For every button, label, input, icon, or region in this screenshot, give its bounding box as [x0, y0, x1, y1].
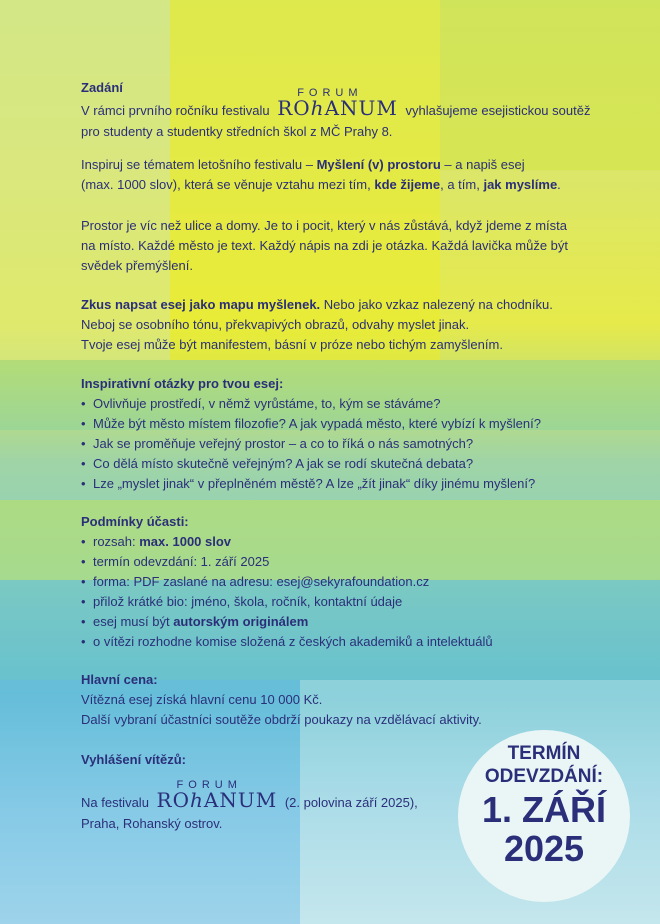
try-paragraph: Zkus napsat esej jako mapu myšlenek. Nebo jako vzkaz nalezený na chodníku. Neboj se osobního tónu, překvapivých obrazů, odvahy myslet jinak. Tvoje esej může být manifestem, básní v próze nebo tichým zamyšlením. — [81, 297, 553, 352]
conditions-list — [81, 532, 601, 652]
conditions-section — [81, 512, 601, 652]
list-item: • forma: PDF zaslané na adresu: esej@sekyrafoundation.cz — [81, 572, 601, 592]
list-item: • Může být město místem filozofie? A jak vypadá město, které vybízí k myšlení? — [81, 414, 601, 434]
announce-section: Vyhlášení vítězů: Na festivalu FORUM ROhANUM (2. polovina září 2025), Praha, Rohanský ostrov. — [81, 750, 461, 834]
intro-heading: Zadání — [81, 80, 123, 95]
list-item: • o vítězi rozhodne komise složená z českých akademiků a intelektuálů — [81, 632, 601, 652]
questions-list — [81, 394, 601, 494]
deadline-badge: TERMÍN ODEVZDÁNÍ: 1. ZÁŘÍ 2025 — [458, 730, 630, 902]
list-item: • Jak se proměňuje veřejný prostor – a co to říká o nás samotných? — [81, 434, 601, 454]
list-item: • rozsah: max. 1000 slov — [81, 532, 601, 552]
space-paragraph: Prostor je víc než ulice a domy. Je to i pocit, který v nás zůstává, když jdeme z místa na místo. Každé město je text. Každý nápis na zdi je otázka. Každá lavička může být svědek přemýšlení. — [81, 218, 569, 273]
list-item: • Lze „myslet jinak“ v přeplněném městě? A lze „žít jinak“ díky jinému myšlení? — [81, 474, 601, 494]
prize-section: Hlavní cena: Vítězná esej získá hlavní cenu 10 000 Kč. Další vybraní účastníci soutěže obdrží poukazy na vzdělávací aktivity. — [81, 670, 601, 730]
theme-section: Inspiruj se tématem letošního festivalu – Myšlení (v) prostoru – a napiš esej (max. 1000 slov), která se věnuje vztahu mezi tím, kde žijeme, a tím, jak myslíme. — [81, 157, 561, 192]
conditions-heading: Podmínky účasti: — [81, 514, 189, 529]
list-item: • Co dělá místo skutečně veřejným? A jak se rodí skutečná debata? — [81, 454, 601, 474]
list-item: • esej musí být autorským originálem — [81, 612, 601, 632]
list-item: • termín odevzdání: 1. září 2025 — [81, 552, 601, 572]
list-item: • přilož krátké bio: jméno, škola, ročník, kontaktní údaje — [81, 592, 601, 612]
announce-heading: Vyhlášení vítězů: — [81, 752, 186, 767]
intro-line-2: pro studenty a studentky středních škol z MČ Prahy 8. — [81, 124, 393, 139]
questions-section — [81, 374, 601, 494]
list-item: • Ovlivňuje prostředí, v němž vyrůstáme, to, kým se stáváme? — [81, 394, 601, 414]
intro-section — [81, 78, 601, 142]
questions-heading: Inspirativní otázky pro tvou esej: — [81, 376, 284, 391]
prize-heading: Hlavní cena: — [81, 672, 158, 687]
forum-rohanum-logo: FORUM ROhANUM — [277, 87, 398, 120]
forum-rohanum-logo: FORUM ROhANUM — [156, 779, 278, 812]
intro-line-1: V rámci prvního ročníku festivalu FORUM ROhANUM vyhlašujeme esejistickou soutěž — [81, 87, 591, 120]
